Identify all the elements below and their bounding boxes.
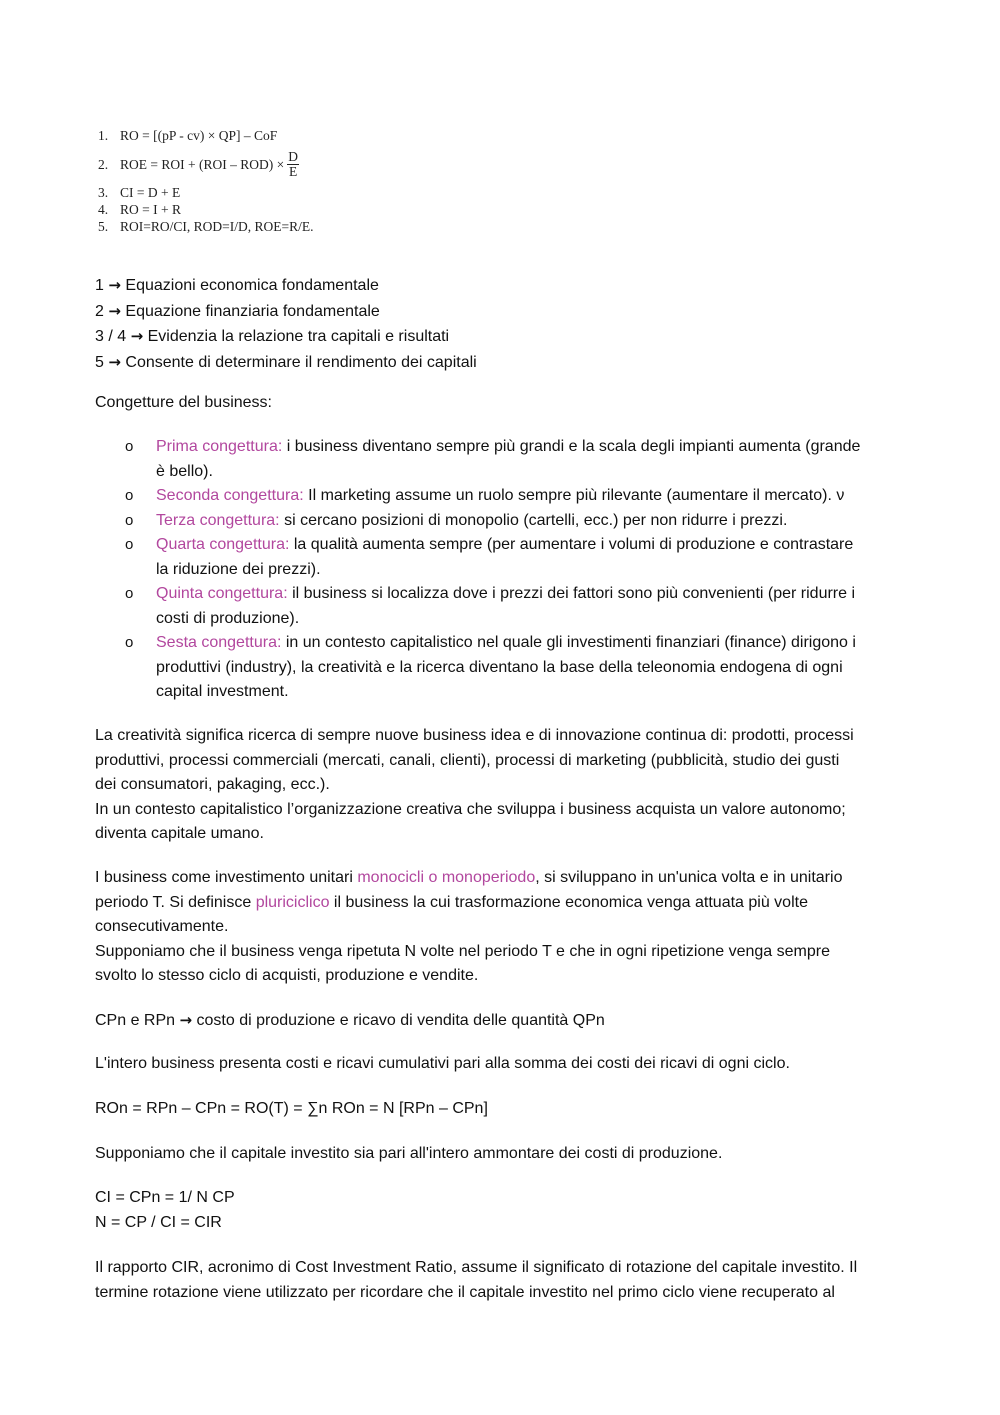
formula-text: RO = [(pP - cv) × QP] – CoF	[120, 127, 278, 143]
list-item	[95, 509, 905, 534]
legend-text: Equazioni economica fondamentale	[125, 277, 379, 294]
text-line: produttivi, processi commerciali (mercati, canali, clienti), processi di marketing (pubblicità, studio dei gusti	[95, 751, 840, 769]
bullet-icon: o	[125, 585, 134, 602]
text-line: In un contesto capitalistico l’organizzazione creativa che sviluppa i business acquista un valore autonomo;	[95, 800, 846, 818]
legend-text: Equazione finanziaria fondamentale	[125, 302, 380, 320]
congetture-list	[95, 435, 905, 705]
formula-4	[98, 201, 358, 218]
formula-text: N = CP / CI = CIR	[95, 1213, 222, 1231]
text-span: I business come investimento unitari	[95, 869, 358, 886]
cprp-key: CPn e RPn	[95, 1012, 176, 1029]
formula-block	[98, 124, 358, 235]
formula-text: CI = CPn = 1/ N CP	[95, 1189, 235, 1206]
intero-paragraph	[95, 1052, 905, 1077]
list-item	[95, 533, 905, 582]
fraction-denominator: E	[288, 163, 298, 179]
item-text: Il marketing assume un ruolo sempre più rilevante (aumentare il mercato). ν	[303, 487, 845, 504]
legend-line	[95, 299, 905, 325]
legend-line	[95, 273, 905, 299]
legend-line	[95, 350, 905, 376]
text-span: , si sviluppano in un'unica volta e in unitario	[535, 869, 843, 886]
bullet-icon: o	[125, 487, 134, 504]
item-label: Quinta congettura:	[156, 585, 288, 602]
item-label: Prima congettura:	[156, 438, 283, 455]
list-item	[95, 435, 905, 484]
arrow-icon: →	[130, 327, 144, 345]
item-text: è bello).	[156, 462, 213, 480]
item-label: Sesta congettura:	[156, 634, 282, 651]
formula-text: ROE = ROI + (ROI – ROD) ×	[120, 156, 285, 172]
list-item	[95, 582, 905, 631]
arrow-icon: →	[108, 276, 121, 294]
legend-key: 2	[95, 302, 104, 320]
supponiamo-paragraph	[95, 1142, 905, 1167]
formula-number: 2.	[98, 156, 109, 172]
formula-text: CI = D + E	[120, 185, 181, 200]
text-line: termine rotazione viene utilizzato per ricordare che il capitale investito nel primo ciclo viene recuperato al	[95, 1283, 835, 1301]
text-line	[95, 891, 905, 916]
legend-key: 5	[95, 353, 104, 371]
legend-text: Evidenzia la relazione tra capitali e risultati	[147, 328, 450, 345]
legend-key: 1	[95, 277, 104, 294]
formula-2	[98, 146, 358, 182]
formula-3	[98, 184, 358, 201]
bullet-icon: o	[125, 536, 134, 553]
item-text: in un contesto capitalistico nel quale gli investimenti finanziari (finance) dirigono i	[281, 634, 856, 651]
cprp-line	[95, 1008, 905, 1034]
text-line: Supponiamo che il capitale investito sia pari all'intero ammontare dei costi di produzione.	[95, 1145, 723, 1162]
text-span: periodo T. Si definisce	[95, 893, 256, 911]
text-line: dei consumatori, pakaging, ecc.).	[95, 776, 330, 793]
highlight-term: pluriciclico	[255, 893, 330, 911]
item-label: Quarta congettura:	[156, 536, 290, 553]
legend-line	[95, 324, 905, 350]
item-text: i business diventano sempre più grandi e la scala degli impianti aumenta (grande	[282, 438, 861, 455]
arrow-icon: →	[108, 301, 121, 320]
item-label: Terza congettura:	[156, 511, 280, 529]
bullet-icon: o	[125, 438, 134, 455]
fraction-numerator: D	[288, 148, 298, 164]
congetture-heading: Congetture del business:	[95, 394, 272, 411]
list-item	[95, 484, 905, 509]
formula-text: ROI=RO/CI, ROD=I/D, ROE=R/E.	[120, 219, 314, 234]
list-item	[95, 631, 905, 705]
text-line: La creatività significa ricerca di sempre nuove business idea e di innovazione continua di: prodotti, processi	[95, 727, 854, 744]
formula-text: ROn = RPn – CPn = RO(T) = ∑n ROn = N [RPn – CPn]	[95, 1100, 488, 1117]
text-span: il business la cui trasformazione economica venga attuata più volte	[329, 893, 808, 911]
formula-number: 5.	[98, 219, 109, 234]
item-text: produttivi (industry), la creatività e la ricerca diventano la base della teleonomia endogena di ogni	[156, 658, 843, 676]
paragraph-creativita	[95, 724, 905, 847]
item-text: capital investment.	[156, 683, 289, 700]
legend-key: 3 / 4	[95, 328, 127, 345]
formula-number: 3.	[98, 185, 109, 200]
cprp-text: costo di produzione e ricavo di vendita delle quantità QPn	[196, 1012, 605, 1029]
ci-formulas	[95, 1186, 905, 1235]
item-text: si cercano posizioni di monopolio (cartelli, ecc.) per non ridurre i prezzi.	[279, 511, 788, 529]
text-line: Supponiamo che il business venga ripetuta N volte nel periodo T e che in ogni ripetizione venga sempre	[95, 942, 830, 960]
formula-number: 4.	[98, 202, 109, 217]
formula-1	[98, 124, 358, 146]
arrow-icon: →	[179, 1011, 193, 1029]
item-label: Seconda congettura:	[156, 487, 304, 504]
text-line: L'intero business presenta costi e ricavi cumulativi pari alla somma dei costi dei ricavi di ogni ciclo.	[95, 1055, 790, 1072]
text-line	[95, 866, 905, 891]
item-text: il business si localizza dove i prezzi dei fattori sono più convenienti (per ridurre i	[287, 585, 856, 602]
item-text: la qualità aumenta sempre (per aumentare i volumi di produzione e contrastare	[289, 536, 854, 553]
text-line: diventa capitale umano.	[95, 825, 264, 842]
paragraph-business	[95, 866, 905, 989]
formula-text: RO = I + R	[120, 202, 181, 217]
item-text: la riduzione dei prezzi).	[156, 560, 321, 578]
ron-formula	[95, 1097, 905, 1122]
bullet-icon: o	[125, 511, 134, 529]
text-line: svolto lo stesso ciclo di acquisti, produzione e vendite.	[95, 967, 479, 984]
arrow-icon: →	[108, 352, 121, 371]
legend-text: Consente di determinare il rendimento dei capitali	[125, 353, 477, 371]
highlight-term: monocicli o monoperiodo	[357, 869, 536, 886]
item-text: costi di produzione).	[156, 609, 300, 627]
formula-number: 1.	[98, 127, 109, 143]
text-line: Il rapporto CIR, acronimo di Cost Investment Ratio, assume il significato di rotazione del capitale investito. Il	[95, 1259, 858, 1276]
formula-5	[98, 218, 358, 235]
text-line: consecutivamente.	[95, 918, 229, 935]
bullet-icon: o	[125, 634, 134, 651]
formula-legend	[95, 273, 905, 375]
cir-paragraph	[95, 1256, 905, 1305]
fraction	[287, 150, 299, 179]
